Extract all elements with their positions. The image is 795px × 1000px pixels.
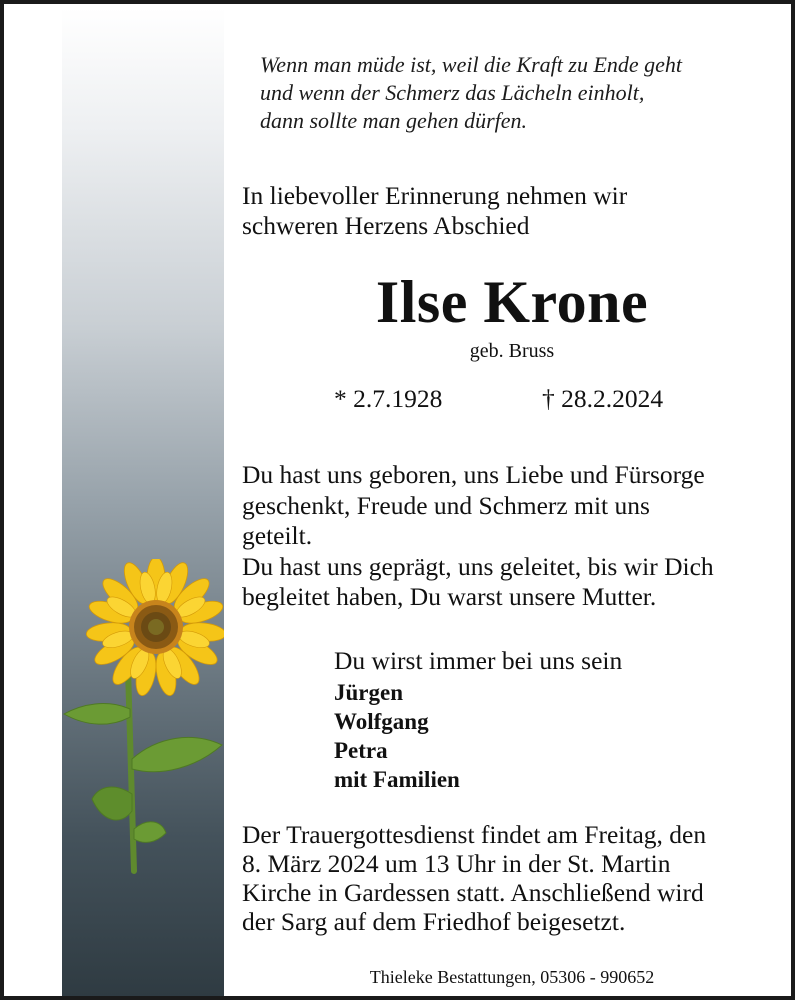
quote-line: Wenn man müde ist, weil die Kraft zu Ende geht <box>260 52 683 77</box>
mourner-name: mit Familien <box>334 767 460 792</box>
intro-line: schweren Herzens Abschied <box>242 211 530 240</box>
service-line: Der Trauergottesdienst findet am Freitag, den <box>242 820 707 849</box>
memorial-poem <box>242 460 787 613</box>
mourner-name: Wolfgang <box>334 709 429 734</box>
poem-line: Du hast uns geboren, uns Liebe und Fürsorge <box>242 460 705 489</box>
quote-line: und wenn der Schmerz das Lächeln einholt, <box>260 80 645 105</box>
poem-line: geschenkt, Freude und Schmerz mit uns <box>242 490 650 520</box>
mourner-name: Jürgen <box>334 680 403 705</box>
maiden-name: geb. Bruss <box>469 340 555 362</box>
intro-line: In liebevoller Erinnerung nehmen wir <box>242 181 628 210</box>
mourners-heading: Du wirst immer bei uns sein <box>334 646 623 675</box>
sunflower-icon <box>62 559 224 889</box>
poem-line: Du hast uns geprägt, uns geleitet, bis wir Dich <box>242 551 714 581</box>
deceased-name: Ilse Krone <box>375 269 649 335</box>
service-details <box>242 820 787 936</box>
poem-line: geteilt. <box>242 521 313 550</box>
birth-date: * 2.7.1928 <box>334 384 443 413</box>
quote-line: dann sollte man gehen dürfen. <box>260 108 528 133</box>
poem-line: begleitet haben, Du warst unsere Mutter. <box>242 582 657 611</box>
service-line: Kirche in Gardessen statt. Anschließend wird <box>242 878 704 907</box>
death-date: † 28.2.2024 <box>542 384 664 413</box>
mourner-name: Petra <box>334 738 388 763</box>
service-line: der Sarg auf dem Friedhof beigesetzt. <box>242 907 626 936</box>
service-line: 8. März 2024 um 13 Uhr in der St. Martin <box>242 849 671 878</box>
funeral-home-contact: Thieleke Bestattungen, 05306 - 990652 <box>369 967 655 987</box>
intro-text <box>242 181 762 241</box>
mourners-list <box>334 678 460 794</box>
opening-quote <box>260 51 780 135</box>
